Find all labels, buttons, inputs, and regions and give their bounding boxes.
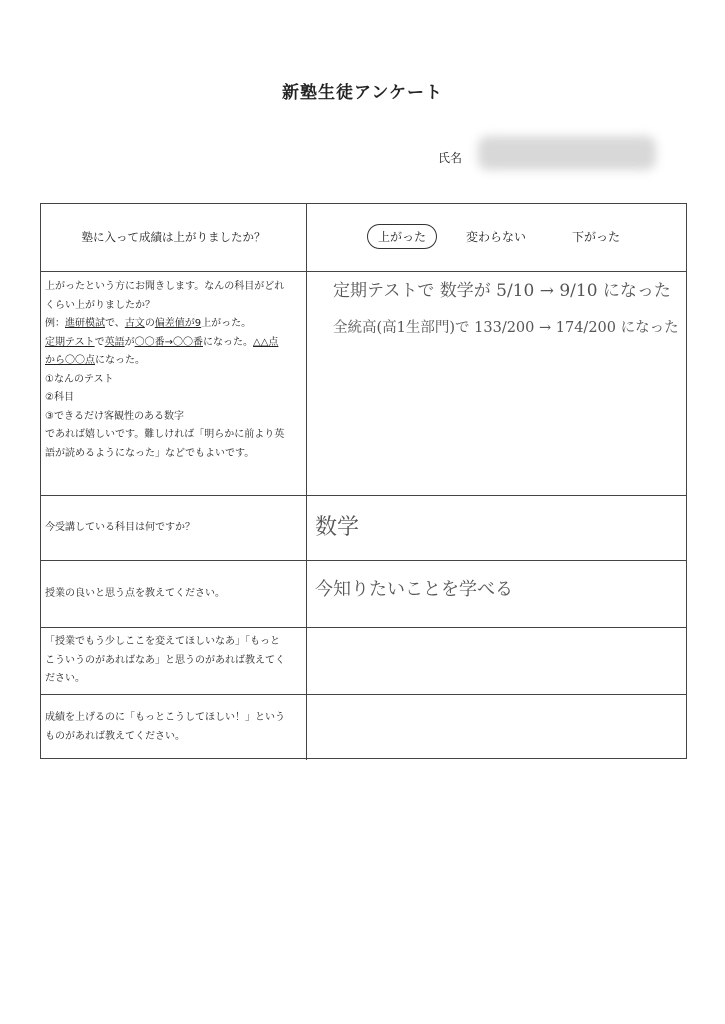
l4-c: 英語 [104, 336, 125, 348]
answer-current-subjects[interactable] [307, 496, 686, 560]
q2-example-line3 [45, 352, 302, 371]
question-text: 今受講している科目は何ですか？ [45, 521, 195, 533]
q5-line2: こういうのがあればなあ」と思うのがあれば教えてく [45, 654, 285, 666]
redacted-name [478, 136, 656, 170]
row-improvement-wishes [41, 628, 686, 695]
answer-improvement-wishes[interactable] [307, 628, 686, 694]
handwritten-answer: 数学 [315, 515, 360, 540]
ex-subject: 古文 [124, 318, 145, 329]
q2-line10: 語が読めるようになった」などでもよいです。 [45, 447, 255, 459]
question-which-subject [41, 272, 307, 495]
q2-example-line2 [45, 334, 302, 353]
q6-line1: 成績を上げるのに「もっとこうしてほしい！」という [45, 712, 285, 723]
l4-d: が [124, 336, 135, 348]
question-text: 塾に入って成績は上がりましたか？ [81, 230, 266, 245]
question-improvement-wishes [41, 628, 307, 694]
row-grades-improved [41, 204, 686, 272]
q2-item1: ①なんのテスト [45, 373, 114, 385]
survey-table [40, 203, 687, 759]
question-text: 授業の良いと思う点を教えてください。 [45, 587, 225, 599]
l4-e: 〇〇番→〇〇番 [134, 336, 203, 348]
q5-line3: ださい。 [45, 673, 85, 685]
l5-b: になった。 [95, 355, 145, 366]
page-title: 新塾生徒アンケート [282, 83, 443, 103]
row-good-points [41, 561, 686, 628]
question-grades-improved [41, 204, 307, 271]
question-good-points [41, 561, 307, 627]
answer-which-subject[interactable] [307, 272, 686, 495]
row-which-subject [41, 272, 686, 496]
l4-a: 定期テスト [45, 336, 95, 348]
q6-line2: ものがあれば教えてください。 [45, 730, 185, 742]
l4-f: になった。 [203, 336, 253, 348]
question-text-block [45, 633, 285, 689]
question-text-block [45, 709, 285, 746]
row-grade-requests [41, 695, 686, 760]
ex-test: 進研模試 [65, 318, 105, 329]
option-declined[interactable]: 下がった [572, 230, 621, 244]
question-current-subjects [41, 496, 307, 560]
answer-grade-requests[interactable] [307, 695, 686, 760]
ex-no: の [144, 318, 155, 329]
ex-de: で、 [105, 318, 125, 329]
handwritten-answer-line2: 全統高(高1生部門)で 133/200 → 174/200 になった [333, 320, 679, 336]
ex-value: 偏差値が9 [154, 318, 202, 329]
name-label: 氏名 [438, 151, 463, 165]
q2-example-line [45, 315, 302, 334]
handwritten-answer-line1: 定期テストで 数学が 5/10 → 9/10 になった [333, 281, 671, 301]
q2-line9: であれば嬉しいです。難しければ「明らかに前より英 [45, 429, 285, 440]
ex-prefix: 例： [45, 318, 65, 329]
q2-line1: 上がったという方にお聞きします。なんの科目がどれ [45, 281, 285, 292]
l4-b: で [94, 336, 105, 348]
row-current-subjects [41, 496, 686, 561]
question-grade-requests [41, 695, 307, 760]
q2-line2: くらい上がりましたか？ [45, 299, 155, 311]
ex-suffix: 上がった。 [201, 318, 252, 329]
l4-g: △△点 [253, 336, 279, 348]
handwritten-answer: 今知りたいことを学べる [315, 579, 513, 600]
l5-a: から〇〇点 [45, 355, 95, 366]
q2-item3: ③できるだけ客観性のある数字 [45, 410, 184, 422]
answer-good-points[interactable] [307, 561, 686, 627]
option-unchanged[interactable]: 変わらない [466, 230, 527, 244]
q2-item2: ②科目 [45, 392, 74, 403]
answer-grades-options [307, 204, 686, 271]
q5-line1: 「授業でもう少しここを変えてほしいなあ」「もっと [45, 636, 280, 648]
option-improved-circled[interactable]: 上がった [367, 224, 437, 249]
